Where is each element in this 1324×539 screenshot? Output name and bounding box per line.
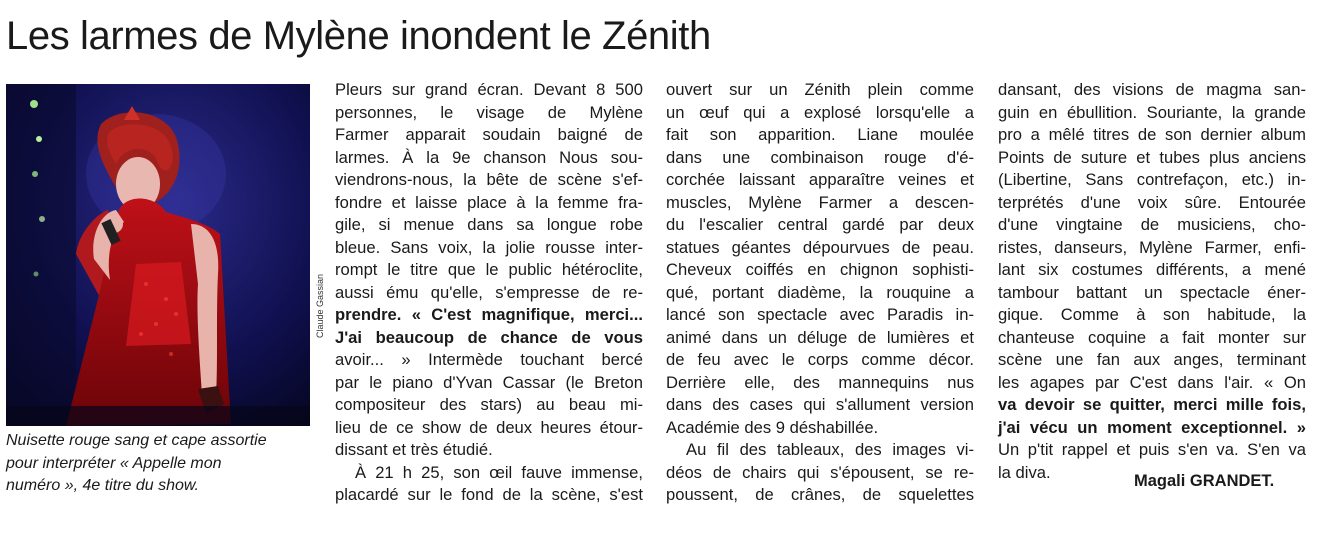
column-line: tambour battant un spectacle éner- xyxy=(998,282,1306,302)
column-line: larmes. À la 9e chanson Nous sou- xyxy=(335,147,643,167)
column-line: fait son apparition. Liane moulée xyxy=(666,125,974,144)
column-line: scène une fan aux anges, terminant xyxy=(998,350,1306,369)
column-line: À 21 h 25, son œil fauve immense, xyxy=(355,462,643,482)
column-line: Cheveux coiffés en chignon sophisti- xyxy=(666,260,974,279)
author-byline: Magali GRANDET. xyxy=(1134,472,1275,490)
column-line: placardé sur le fond de la scène, s'est xyxy=(335,485,643,504)
column-line: par le piano d'Yvan Cassar (le Breton xyxy=(335,372,643,392)
column-line: les agapes par C'est dans l'air. « On xyxy=(998,372,1306,392)
column-line: Pleurs sur grand écran. Devant 8 500 xyxy=(335,80,643,99)
column-line: dissant et très étudié. xyxy=(335,440,493,459)
column-line: personnes, le visage de Mylène xyxy=(335,102,643,122)
column-line: dans des cases qui s'allument version xyxy=(666,395,974,414)
column-line: rompt le titre que le public hétéroclite, xyxy=(335,260,643,279)
column-line: de feu avec le corps comme décor. xyxy=(666,350,974,369)
column-line: Derrière elle, des mannequins nus xyxy=(666,372,974,392)
column-line: déos de chairs qui s'épousent, se re- xyxy=(666,462,974,482)
photo-caption xyxy=(6,430,306,498)
column-line: d'une vingtaine de musiciens, cho- xyxy=(998,215,1306,234)
column-line: du l'escalier central gardé par deux xyxy=(666,215,974,234)
column-line: ouvert sur un Zénith plein comme xyxy=(666,80,974,99)
concert-photo xyxy=(6,84,310,426)
column-line: qué, portant diadème, la rouquine a xyxy=(666,282,974,302)
column-line: chanteuse coquine a fait monter sur xyxy=(998,327,1306,347)
column-line: un œuf qui a explosé lorsqu'elle a xyxy=(666,102,974,122)
column-line: lancé son spectacle avec Paradis in- xyxy=(666,305,974,324)
column-line: gique. Comme à son habitude, la xyxy=(998,305,1306,324)
article-headline: Les larmes de Mylène inondent le Zénith xyxy=(6,14,711,58)
column-line: bleue. Sans voix, la jolie rousse inter- xyxy=(335,237,643,257)
column-line: dans une combinaison rouge d'é- xyxy=(666,147,974,167)
column-line: poussent, de crânes, de squelettes xyxy=(666,485,974,504)
column-line: viendrons-nous, la bête de scène s'ef- xyxy=(335,170,643,189)
column-line: la diva. xyxy=(998,462,1051,482)
column-line: compositeur des stars) au beau mi- xyxy=(335,395,643,414)
caption-line: Nuisette rouge sang et cape assortie xyxy=(6,432,267,449)
column-line: dansant, des visions de magma san- xyxy=(998,80,1306,99)
article-column-3 xyxy=(998,79,1306,484)
column-line: j'ai vécu un moment exceptionnel. » xyxy=(998,417,1306,437)
column-line: terprétés d'une voix sûre. Entourée xyxy=(998,192,1306,212)
column-line: J'ai beaucoup de chance de vous xyxy=(335,327,643,347)
column-line: guin en ébullition. Souriante, la grande xyxy=(998,102,1306,122)
column-line: prendre. « C'est magnifique, merci... xyxy=(335,305,643,324)
column-line: Points de suture et tubes plus anciens xyxy=(998,147,1306,167)
column-line: Un p'tit rappel et puis s'en va. S'en va xyxy=(998,440,1306,459)
article-column-1 xyxy=(335,79,643,507)
column-line: muscles, Mylène Farmer a descen- xyxy=(666,192,974,212)
column-line: animé dans un déluge de lumières et xyxy=(666,327,974,347)
singer-on-stage-image xyxy=(6,84,310,426)
caption-line: numéro », 4e titre du show. xyxy=(6,477,199,494)
column-line: lieu de ce show de deux heures étour- xyxy=(335,417,643,437)
photo-credit: Claude Gassian xyxy=(315,273,325,338)
column-line: va devoir se quitter, merci mille fois, xyxy=(998,395,1306,414)
column-line: Farmer apparait soudain baigné de xyxy=(335,125,643,144)
column-line: avoir... » Intermède touchant bercé xyxy=(335,350,643,369)
column-line: (Libertine, Sans contrefaçon, etc.) in- xyxy=(998,170,1306,189)
column-line: aussi ému qu'elle, s'empresse de re- xyxy=(335,282,643,302)
article-column-2 xyxy=(666,79,974,507)
column-line: statues géantes dépourvues de peau. xyxy=(666,237,974,257)
column-line: corchée laissant apparaître veines et xyxy=(666,170,974,189)
column-line: pro a mêlé titres de son dernier album xyxy=(998,125,1306,144)
column-line: Au fil des tableaux, des images vi- xyxy=(686,440,974,459)
column-line: ristes, danseurs, Mylène Farmer, enfi- xyxy=(998,237,1306,257)
caption-line: pour interpréter « Appelle mon xyxy=(6,454,222,472)
column-line: lant six costumes différents, a mené xyxy=(998,260,1306,279)
column-line: gile, si menue dans sa longue robe xyxy=(335,215,643,234)
column-line: Académie des 9 déshabillée. xyxy=(666,417,879,437)
column-line: fondre et laisse place à la femme fra- xyxy=(335,192,643,212)
